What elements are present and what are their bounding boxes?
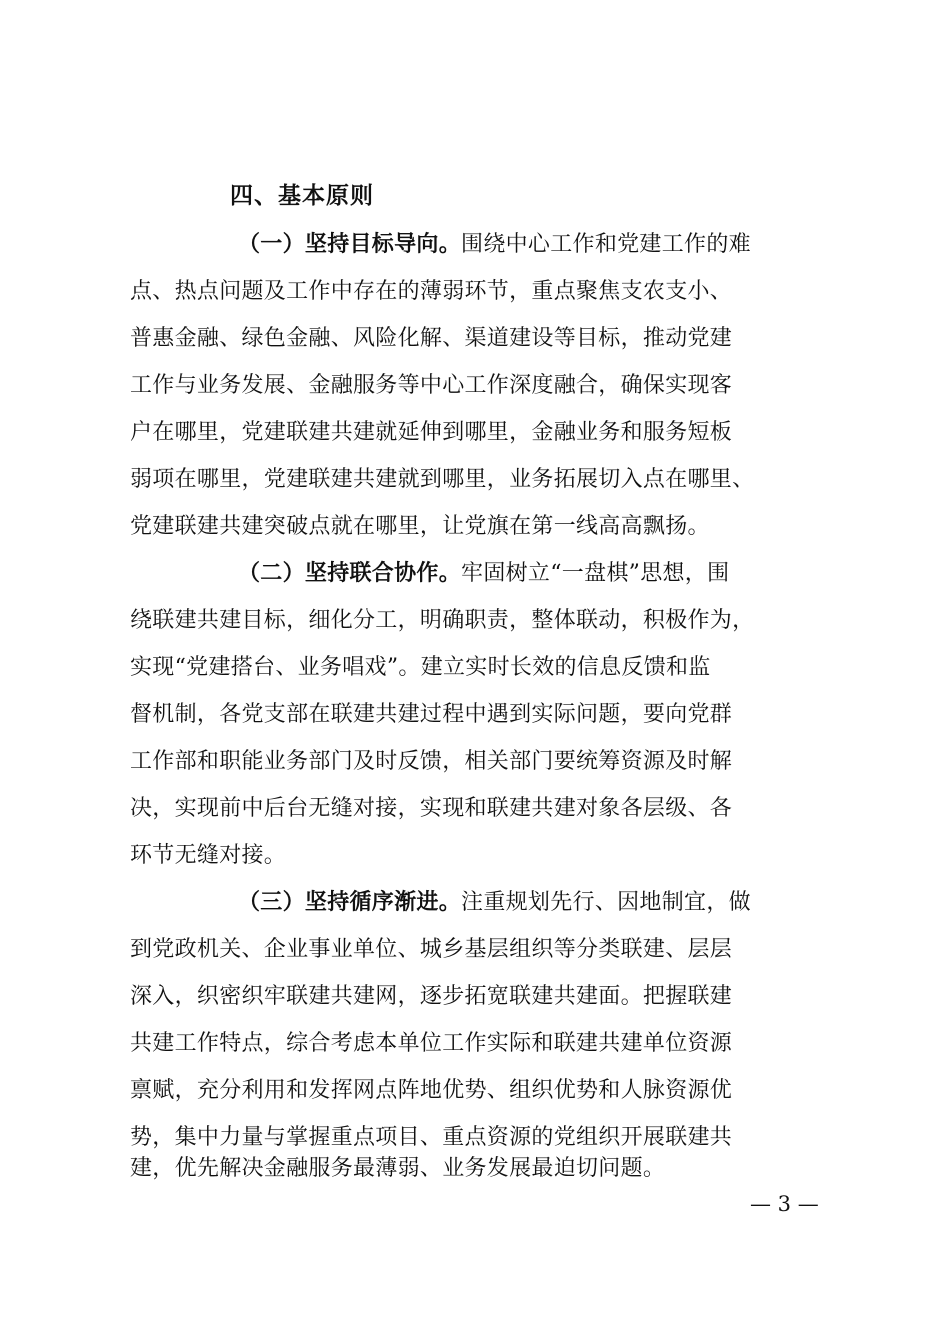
paragraph-2-line: 环节无缝对接。 (130, 843, 287, 868)
paragraph-3-line: 深入，织密织牢联建共建网，逐步拓宽联建共建面。把握联建 (130, 984, 733, 1009)
paragraph-3-line: 建，优先解决金融服务最薄弱、业务发展最迫切问题。 (130, 1156, 666, 1181)
paragraph-3-lead: （三）坚持循序渐进。 (238, 890, 462, 915)
paragraph-1-line: 党建联建共建突破点就在哪里，让党旗在第一线高高飘扬。 (130, 514, 710, 539)
paragraph-3-line: 势，集中力量与掌握重点项目、重点资源的党组织开展联建共 (130, 1125, 733, 1150)
paragraph-1-first-line (238, 229, 751, 261)
paragraph-2-first-line (238, 558, 729, 590)
paragraph-1-line: 工作与业务发展、金融服务等中心工作深度融合，确保实现客 (130, 373, 733, 398)
paragraph-1-lead: （一）坚持目标导向。 (238, 232, 462, 257)
paragraph-3-text: 注重规划先行、因地制宜，做 (461, 890, 751, 915)
paragraph-2-line: 实现“党建搭台、业务唱戏”。建立实时长效的信息反馈和监 (130, 655, 711, 680)
section-heading: 四、基本原则 (230, 183, 374, 209)
paragraph-1-text: 围绕中心工作和党建工作的难 (461, 232, 751, 257)
paragraph-3-line: 禀赋，充分利用和发挥网点阵地优势、组织优势和人脉资源优 (130, 1078, 733, 1103)
paragraph-2-line: 决，实现前中后台无缝对接，实现和联建共建对象各层级、各 (130, 796, 733, 821)
paragraph-1-line: 户在哪里，党建联建共建就延伸到哪里，金融业务和服务短板 (130, 420, 733, 445)
page-number: — 3 — (750, 1192, 819, 1216)
paragraph-2-lead: （二）坚持联合协作。 (238, 561, 462, 586)
paragraph-3-first-line (238, 887, 751, 919)
paragraph-1-line: 点、热点问题及工作中存在的薄弱环节，重点聚焦支农支小、 (130, 279, 733, 304)
paragraph-2-text: 牢固树立“一盘棋”思想，围 (461, 561, 730, 586)
paragraph-3-line: 到党政机关、企业事业单位、城乡基层组织等分类联建、层层 (130, 937, 733, 962)
paragraph-1-line: 普惠金融、绿色金融、风险化解、渠道建设等目标，推动党建 (130, 326, 733, 351)
paragraph-2-line: 工作部和职能业务部门及时反馈，相关部门要统筹资源及时解 (130, 749, 733, 774)
paragraph-2-line: 绕联建共建目标，细化分工，明确职责，整体联动，积极作为， (130, 608, 755, 633)
paragraph-3-line: 共建工作特点，综合考虑本单位工作实际和联建共建单位资源 (130, 1031, 733, 1056)
paragraph-1-line: 弱项在哪里，党建联建共建就到哪里，业务拓展切入点在哪里、 (130, 467, 755, 492)
paragraph-2-line: 督机制，各党支部在联建共建过程中遇到实际问题，要向党群 (130, 702, 733, 727)
